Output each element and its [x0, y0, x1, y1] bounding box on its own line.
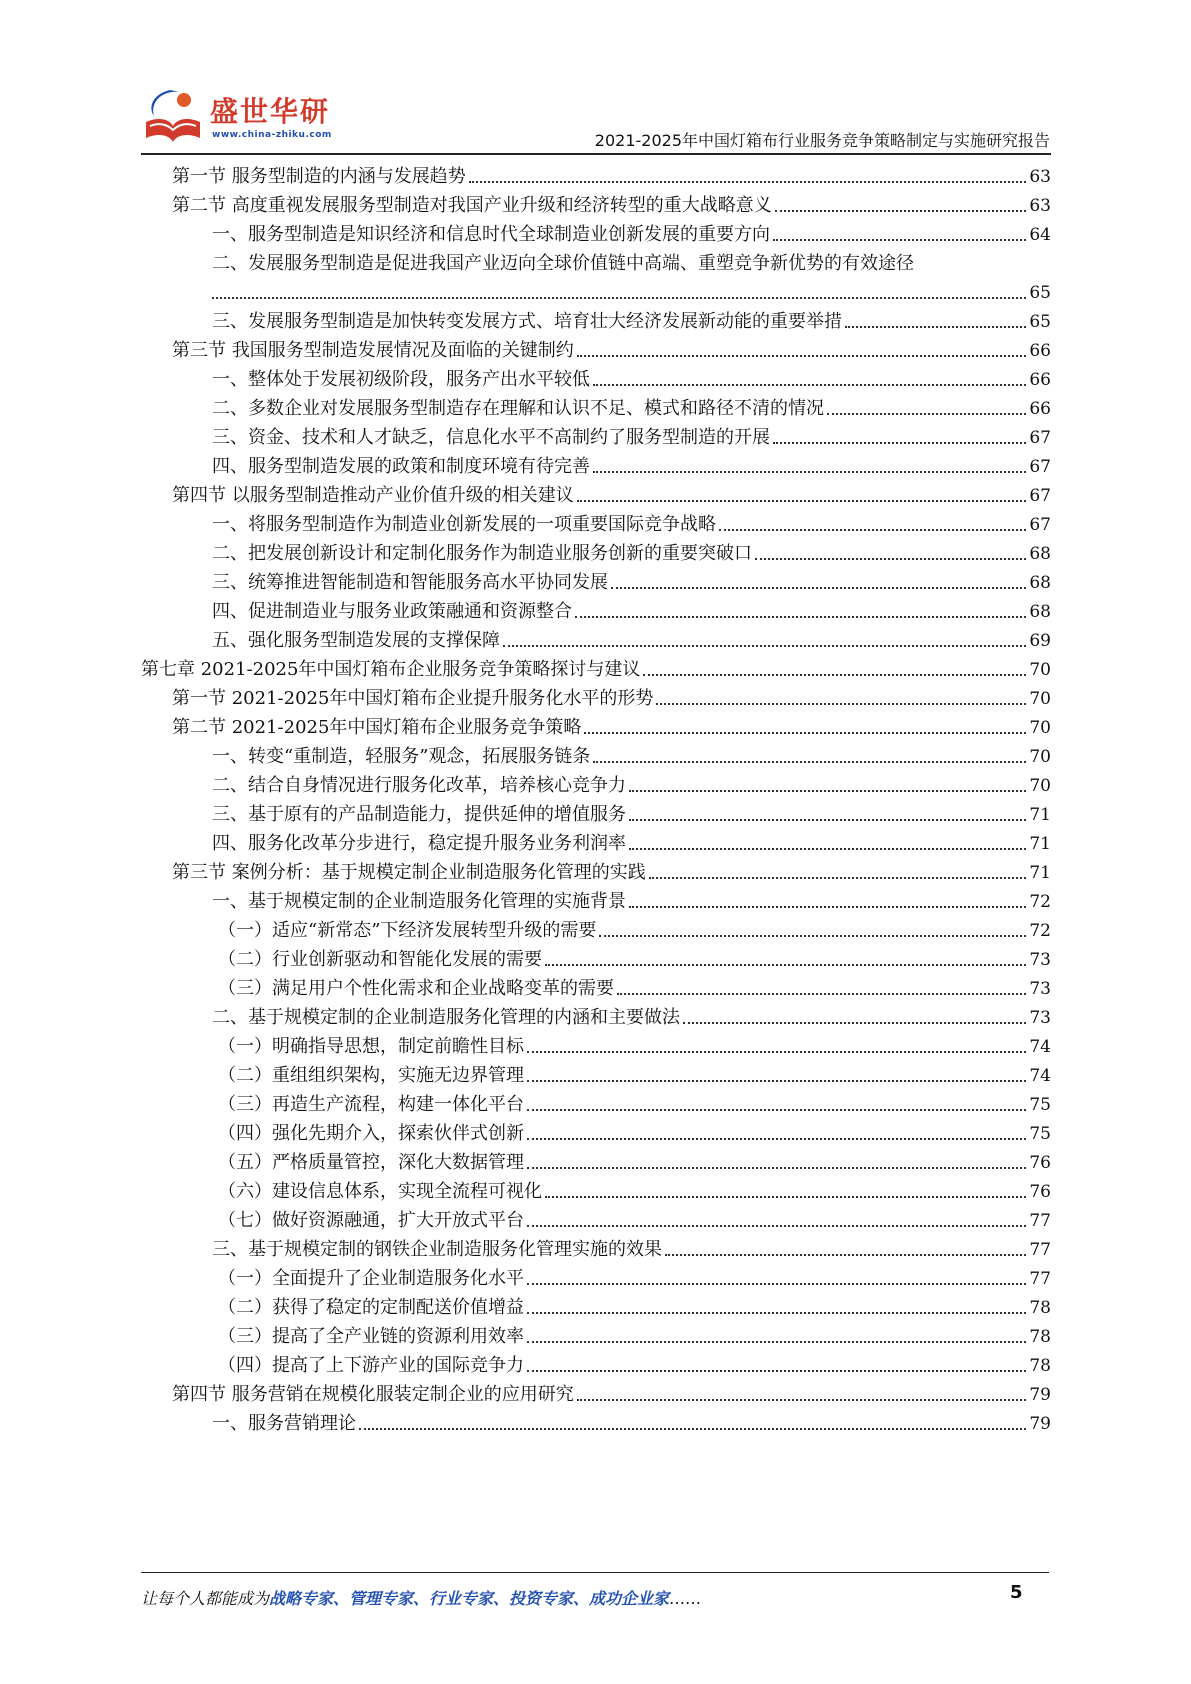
toc-entry-title: 二、多数企业对发展服务型制造存在理解和认识不足、模式和路径不清的情况	[212, 398, 824, 419]
toc-entry-title: 一、基于规模定制的企业制造服务化管理的实施背景	[212, 891, 626, 912]
toc-entry-page: 67	[1029, 515, 1051, 535]
toc-leader-dots	[577, 1399, 1027, 1401]
toc-entry-page: 75	[1029, 1124, 1051, 1144]
toc-entry-page: 78	[1029, 1298, 1051, 1318]
toc-leader-dots	[469, 181, 1027, 183]
toc-leader-dots	[527, 1138, 1026, 1140]
toc-leader-dots	[611, 587, 1026, 589]
toc-leader-dots	[719, 529, 1026, 531]
toc-leader-dots	[656, 703, 1026, 705]
toc-entry-page: 68	[1029, 602, 1051, 622]
toc-leader-dots	[629, 848, 1026, 850]
toc-leader-dots	[649, 877, 1027, 879]
toc-entry-page: 66	[1029, 399, 1051, 419]
toc-entry-page: 68	[1029, 544, 1051, 564]
toc-entry-title: 第一节 2021-2025年中国灯箱布企业提升服务化水平的形势	[172, 688, 654, 709]
toc-leader-dots	[503, 645, 1026, 647]
toc-entry-page: 67	[1029, 457, 1051, 477]
toc-leader-dots	[593, 761, 1026, 763]
toc-entry-page: 65	[1029, 312, 1051, 332]
toc-entry-title: 一、转变“重制造，轻服务”观念，拓展服务链条	[212, 746, 591, 767]
toc-entry-title: 三、统筹推进智能制造和智能服务高水平协同发展	[212, 572, 608, 593]
toc-entry-title: 第二节 2021-2025年中国灯箱布企业服务竞争策略	[172, 717, 582, 738]
toc-entry-page: 66	[1029, 341, 1051, 361]
toc-entry-title: （四）提高了上下游产业的国际竞争力	[218, 1355, 524, 1376]
toc-entry[interactable]	[141, 655, 1051, 683]
toc-entry-page: 65	[1029, 283, 1051, 303]
toc-entry[interactable]	[212, 626, 1051, 654]
toc-entry[interactable]	[212, 307, 1051, 335]
toc-entry[interactable]	[218, 1032, 1051, 1060]
toc-entry[interactable]	[218, 1293, 1051, 1321]
toc-leader-dots	[827, 413, 1026, 415]
toc-entry[interactable]	[172, 684, 1051, 712]
toc-entry-title: 一、整体处于发展初级阶段，服务产出水平较低	[212, 369, 590, 390]
toc-entry[interactable]	[218, 1061, 1051, 1089]
toc-leader-dots	[599, 935, 1026, 937]
toc-entry[interactable]	[212, 220, 1051, 248]
toc-entry-page: 70	[1029, 776, 1051, 796]
toc-leader-dots	[593, 471, 1026, 473]
toc-entry-page: 71	[1029, 805, 1051, 825]
toc-entry-title: 三、发展服务型制造是加快转变发展方式、培育壮大经济发展新动能的重要举措	[212, 311, 842, 332]
toc-entry-title: （六）建设信息体系，实现全流程可视化	[218, 1181, 542, 1202]
toc-entry[interactable]	[212, 1235, 1051, 1263]
toc-leader-dots	[584, 732, 1026, 734]
toc-entry[interactable]	[172, 336, 1051, 364]
toc-entry-title: （二）获得了稳定的定制配送价值增益	[218, 1297, 524, 1318]
toc-entry-title: 一、将服务型制造作为制造业创新发展的一项重要国际竞争战略	[212, 514, 716, 535]
toc-entry[interactable]	[218, 1090, 1051, 1118]
toc-entry[interactable]	[212, 1409, 1051, 1437]
toc-entry-title: 四、服务化改革分步进行，稳定提升服务业务利润率	[212, 833, 626, 854]
toc-leader-dots	[527, 1109, 1026, 1111]
toc-entry[interactable]	[212, 597, 1051, 625]
logo-url: www.china-zhiku.com	[212, 130, 332, 140]
toc-entry-title: 三、基于原有的产品制造能力，提供延伸的增值服务	[212, 804, 626, 825]
toc-leader-dots	[545, 1196, 1026, 1198]
toc-entry-title: （二）重组组织架构，实施无边界管理	[218, 1065, 524, 1086]
toc-entry[interactable]	[212, 249, 1051, 277]
toc-entry-page: 79	[1029, 1414, 1051, 1434]
toc-entry-title: 三、基于规模定制的钢铁企业制造服务化管理实施的效果	[212, 1239, 662, 1260]
toc-entry[interactable]	[212, 394, 1051, 422]
toc-entry-page: 77	[1029, 1269, 1051, 1289]
toc-entry-title: 二、基于规模定制的企业制造服务化管理的内涵和主要做法	[212, 1007, 680, 1028]
toc-entry[interactable]	[212, 568, 1051, 596]
company-logo	[140, 86, 340, 148]
toc-entry[interactable]	[172, 858, 1051, 886]
toc-entry-page: 71	[1029, 863, 1051, 883]
toc-entry-title: 五、强化服务型制造发展的支撑保障	[212, 630, 500, 651]
toc-leader-dots	[577, 500, 1027, 502]
toc-entry-title: 四、促进制造业与服务业政策融通和资源整合	[212, 601, 572, 622]
toc-leader-dots	[577, 355, 1027, 357]
toc-entry[interactable]	[212, 510, 1051, 538]
toc-leader-dots	[527, 1283, 1026, 1285]
toc-entry-page: 71	[1029, 834, 1051, 854]
toc-entry[interactable]	[212, 887, 1051, 915]
toc-entry-title: 第七章 2021-2025年中国灯箱布企业服务竞争策略探讨与建议	[141, 659, 641, 680]
toc-entry-page: 72	[1029, 892, 1051, 912]
toc-entry[interactable]	[218, 1119, 1051, 1147]
toc-leader-dots	[212, 297, 1026, 299]
toc-entry-page: 77	[1029, 1211, 1051, 1231]
toc-entry[interactable]	[212, 539, 1051, 567]
toc-entry-continuation[interactable]	[212, 278, 1051, 306]
toc-leader-dots	[845, 326, 1026, 328]
toc-entry-page: 74	[1029, 1066, 1051, 1086]
toc-entry-title: （五）严格质量管控，深化大数据管理	[218, 1152, 524, 1173]
toc-entry-page: 67	[1029, 428, 1051, 448]
toc-entry-page: 63	[1029, 167, 1051, 187]
toc-entry-title: （四）强化先期介入，探索伙伴式创新	[218, 1123, 524, 1144]
toc-entry-page: 70	[1029, 660, 1051, 680]
footer-prefix: 让每个人都能成为	[141, 1589, 270, 1608]
toc-entry-title: （二）行业创新驱动和智能化发展的需要	[218, 949, 542, 970]
toc-leader-dots	[629, 819, 1026, 821]
toc-leader-dots	[643, 674, 1026, 676]
toc-entry[interactable]	[218, 1322, 1051, 1350]
footer-suffix: ……	[669, 1589, 702, 1608]
toc-entry[interactable]	[218, 974, 1051, 1002]
toc-entry-page: 74	[1029, 1037, 1051, 1057]
toc-entry-title: （三）提高了全产业链的资源利用效率	[218, 1326, 524, 1347]
toc-leader-dots	[527, 1080, 1026, 1082]
toc-leader-dots	[527, 1312, 1026, 1314]
toc-entry[interactable]	[212, 452, 1051, 480]
toc-entry-page: 67	[1029, 486, 1051, 506]
toc-entry-page: 73	[1029, 979, 1051, 999]
footer-divider	[141, 1572, 1049, 1573]
logo-name: 盛世华研	[210, 95, 331, 128]
toc-leader-dots	[755, 558, 1026, 560]
toc-entry-title: 二、把发展创新设计和定制化服务作为制造业服务创新的重要突破口	[212, 543, 752, 564]
toc-entry[interactable]	[218, 1148, 1051, 1176]
toc-entry-page: 76	[1029, 1182, 1051, 1202]
toc-leader-dots	[665, 1254, 1026, 1256]
toc-entry-page: 73	[1029, 1008, 1051, 1028]
toc-leader-dots	[527, 1167, 1026, 1169]
toc-entry-title: 第三节 案例分析：基于规模定制企业制造服务化管理的实践	[172, 862, 646, 883]
toc-entry[interactable]	[212, 800, 1051, 828]
toc-leader-dots	[629, 906, 1026, 908]
toc-entry-title: 第四节 以服务型制造推动产业价值升级的相关建议	[172, 485, 574, 506]
toc-entry-page: 69	[1029, 631, 1051, 651]
toc-leader-dots	[775, 210, 1027, 212]
toc-entry[interactable]	[172, 1380, 1051, 1408]
toc-entry-page: 70	[1029, 747, 1051, 767]
toc-entry[interactable]	[172, 162, 1051, 190]
toc-leader-dots	[527, 1051, 1026, 1053]
toc-entry[interactable]	[172, 481, 1051, 509]
toc-entry[interactable]	[172, 191, 1051, 219]
book-logo-icon	[140, 86, 206, 148]
toc-entry-page: 64	[1029, 225, 1051, 245]
toc-entry-title: （一）明确指导思想，制定前瞻性目标	[218, 1036, 524, 1057]
toc-entry-page: 70	[1029, 689, 1051, 709]
toc-entry-page: 76	[1029, 1153, 1051, 1173]
toc-leader-dots	[617, 993, 1026, 995]
toc-leader-dots	[773, 442, 1026, 444]
toc-entry[interactable]	[218, 1264, 1051, 1292]
toc-entry[interactable]	[172, 713, 1051, 741]
toc-leader-dots	[527, 1370, 1026, 1372]
toc-entry[interactable]	[212, 829, 1051, 857]
toc-entry-page: 73	[1029, 950, 1051, 970]
toc-entry-title: （一）适应“新常态”下经济发展转型升级的需要	[218, 920, 597, 941]
footer-highlight: 战略专家、管理专家、行业专家、投资专家、成功企业家	[269, 1589, 670, 1608]
toc-entry-title: 四、服务型制造发展的政策和制度环境有待完善	[212, 456, 590, 477]
toc-entry-title: 第四节 服务营销在规模化服装定制企业的应用研究	[172, 1384, 574, 1405]
page-number: 5	[1010, 1582, 1023, 1603]
toc-entry-title: （七）做好资源融通，扩大开放式平台	[218, 1210, 524, 1231]
toc-leader-dots	[773, 239, 1026, 241]
toc-entry-title: 第二节 高度重视发展服务型制造对我国产业升级和经济转型的重大战略意义	[172, 195, 772, 216]
toc-entry[interactable]	[218, 945, 1051, 973]
toc-entry-page: 75	[1029, 1095, 1051, 1115]
toc-entry[interactable]	[212, 1003, 1051, 1031]
toc-entry-title: 二、发展服务型制造是促进我国产业迈向全球价值链中高端、重塑竞争新优势的有效途径	[212, 253, 914, 274]
footer-slogan	[141, 1586, 701, 1609]
toc-leader-dots	[575, 616, 1026, 618]
toc-entry-page: 66	[1029, 370, 1051, 390]
toc-entry[interactable]	[212, 423, 1051, 451]
toc-entry-title: （三）满足用户个性化需求和企业战略变革的需要	[218, 978, 614, 999]
toc-leader-dots	[593, 384, 1026, 386]
toc-entry-page: 63	[1029, 196, 1051, 216]
toc-leader-dots	[629, 790, 1026, 792]
toc-entry-title: 第一节 服务型制造的内涵与发展趋势	[172, 166, 466, 187]
toc-entry-title: 三、资金、技术和人才缺乏，信息化水平不高制约了服务型制造的开展	[212, 427, 770, 448]
toc-entry[interactable]	[218, 916, 1051, 944]
toc-entry-title: 一、服务营销理论	[212, 1413, 356, 1434]
toc-entry[interactable]	[212, 742, 1051, 770]
toc-entry[interactable]	[218, 1177, 1051, 1205]
toc-entry[interactable]	[218, 1351, 1051, 1379]
report-title: 2021-2025年中国灯箱布行业服务竞争策略制定与实施研究报告	[594, 131, 1050, 150]
toc-leader-dots	[683, 1022, 1026, 1024]
toc-entry-title: （三）再造生产流程，构建一体化平台	[218, 1094, 524, 1115]
toc-entry-page: 77	[1029, 1240, 1051, 1260]
page-header	[0, 0, 1191, 160]
toc-entry-title: （一）全面提升了企业制造服务化水平	[218, 1268, 524, 1289]
toc-entry-page: 78	[1029, 1327, 1051, 1347]
toc-entry-title: 第三节 我国服务型制造发展情况及面临的关键制约	[172, 340, 574, 361]
toc-entry[interactable]	[212, 365, 1051, 393]
toc-entry[interactable]	[218, 1206, 1051, 1234]
toc-leader-dots	[527, 1341, 1026, 1343]
toc-entry-title: 一、服务型制造是知识经济和信息时代全球制造业创新发展的重要方向	[212, 224, 770, 245]
toc-leader-dots	[545, 964, 1026, 966]
toc-leader-dots	[359, 1428, 1026, 1430]
toc-entry-page: 68	[1029, 573, 1051, 593]
toc-entry-title: 二、结合自身情况进行服务化改革，培养核心竞争力	[212, 775, 626, 796]
toc-entry[interactable]	[212, 771, 1051, 799]
toc-entry-page: 79	[1029, 1385, 1051, 1405]
toc-entry-page: 78	[1029, 1356, 1051, 1376]
toc-entry-page: 70	[1029, 718, 1051, 738]
toc-leader-dots	[527, 1225, 1026, 1227]
toc-entry-page: 72	[1029, 921, 1051, 941]
header-divider	[141, 153, 1051, 155]
